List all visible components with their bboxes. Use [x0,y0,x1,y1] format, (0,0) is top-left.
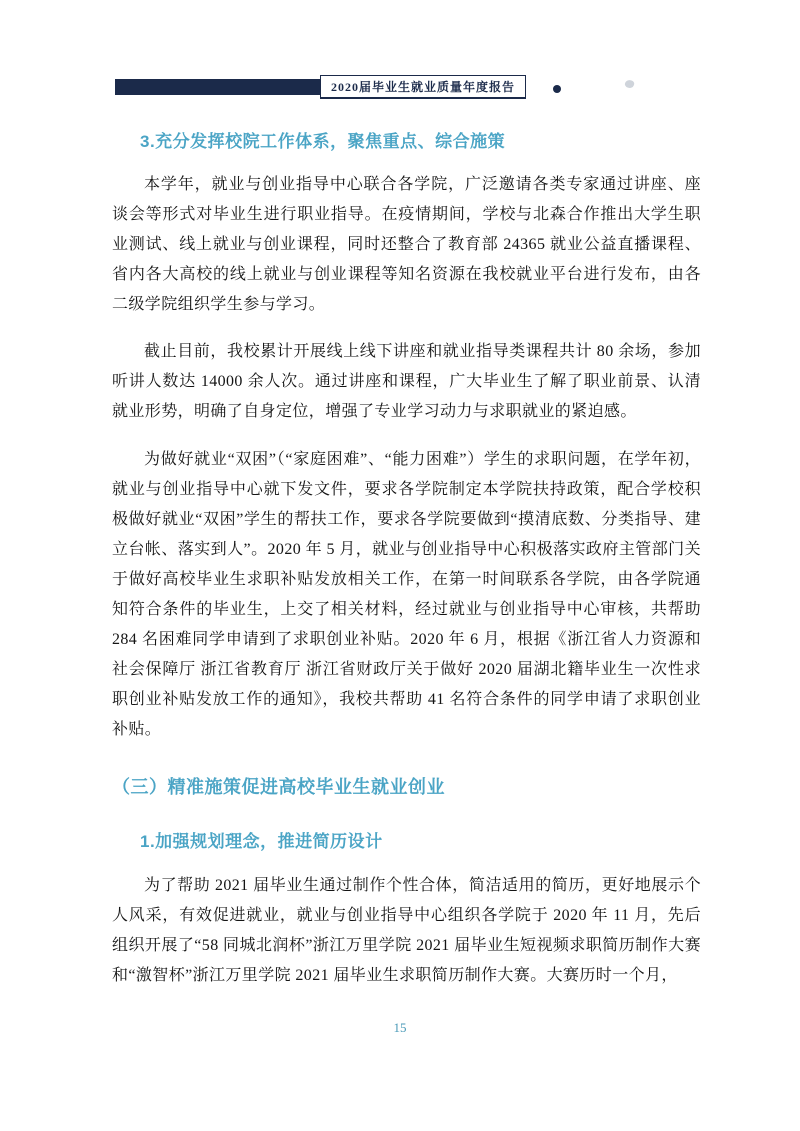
scan-artifact-mark [624,79,635,90]
header-accent-bar [115,79,321,95]
paragraph-lecture-statistics: 截止目前，我校累计开展线上线下讲座和就业指导类课程共计 80 余场，参加听讲人数达 14000 余人次。通过讲座和课程，广大毕业生了解了职业前景、认清就业形势，明确了自身定位，增强了专业学习动力与求职就业的紧迫感。 [112,343,701,420]
header-title-box [320,75,526,99]
paragraph-subsidy-support: 为做好就业“双困”（“家庭困难”、“能力困难”）学生的求职问题，在学年初，就业与创业指导中心就下发文件，要求各学院制定本学院扶持政策，配合学校积极做好就业“双困”学生的帮扶工作，要求各学院要做到“摸清底数、分类指导、建立台帐、落实到人”。2020 年 5 月，就业与创业指导中心积极落实政府主管部门关于做好高校毕业生求职补贴发放相关工作，在第一时间联系各学院，由各学院通知符合条件的毕业生，上交了相关材料，经过就业与创业指导中心审核，共帮助 284 名困难同学申请到了求职创业补贴。2020 年 6 月，根据《浙江省人力资源和社会保障厅 浙江省教育厅 浙江省财政厅关于做好 2020 届湖北籍毕业生一次性求职创业补贴发放工作的通知》，我校共帮助 41 名符合条件的同学申请了求职创业补贴。 [112,451,701,738]
page-number: 15 [393,1020,407,1035]
paragraph-resume-contest: 为了帮助 2021 届毕业生通过制作个性合体，简洁适用的简历，更好地展示个人风采，有效促进就业，就业与创业指导中心组织各学院于 2020 年 11 月，先后组织开展了“58 同城北润杯”浙江万里学院 2021 届毕业生短视频求职简历制作大赛和“激智杯”浙江万里学院 2021 届毕业生求职简历制作大赛。大赛历时一个月， [112,877,701,984]
heading-resume-design: 1.加强规划理念，推进简历设计 [140,832,383,851]
section-heading-precise-measures: （三）精准施策促进高校毕业生就业创业 [112,777,445,797]
page-footer [0,1019,800,1037]
page-content [112,131,701,991]
header-dot-icon [553,85,561,93]
paragraph-career-guidance: 本学年，就业与创业指导中心联合各学院，广泛邀请各类专家通过讲座、座谈会等形式对毕业生进行职业指导。在疫情期间，学校与北森合作推出大学生职业测试、线上就业与创业课程，同时还整合了教育部 24365 就业公益直播课程、省内各大高校的线上就业与创业课程等知名资源在我校就业平台进行发布，由各二级学院组织学生参与学习。 [112,176,701,313]
header-title: 2020届毕业生就业质量年度报告 [330,80,515,94]
heading-campus-work-system: 3.充分发挥校院工作体系，聚焦重点、综合施策 [140,132,506,151]
